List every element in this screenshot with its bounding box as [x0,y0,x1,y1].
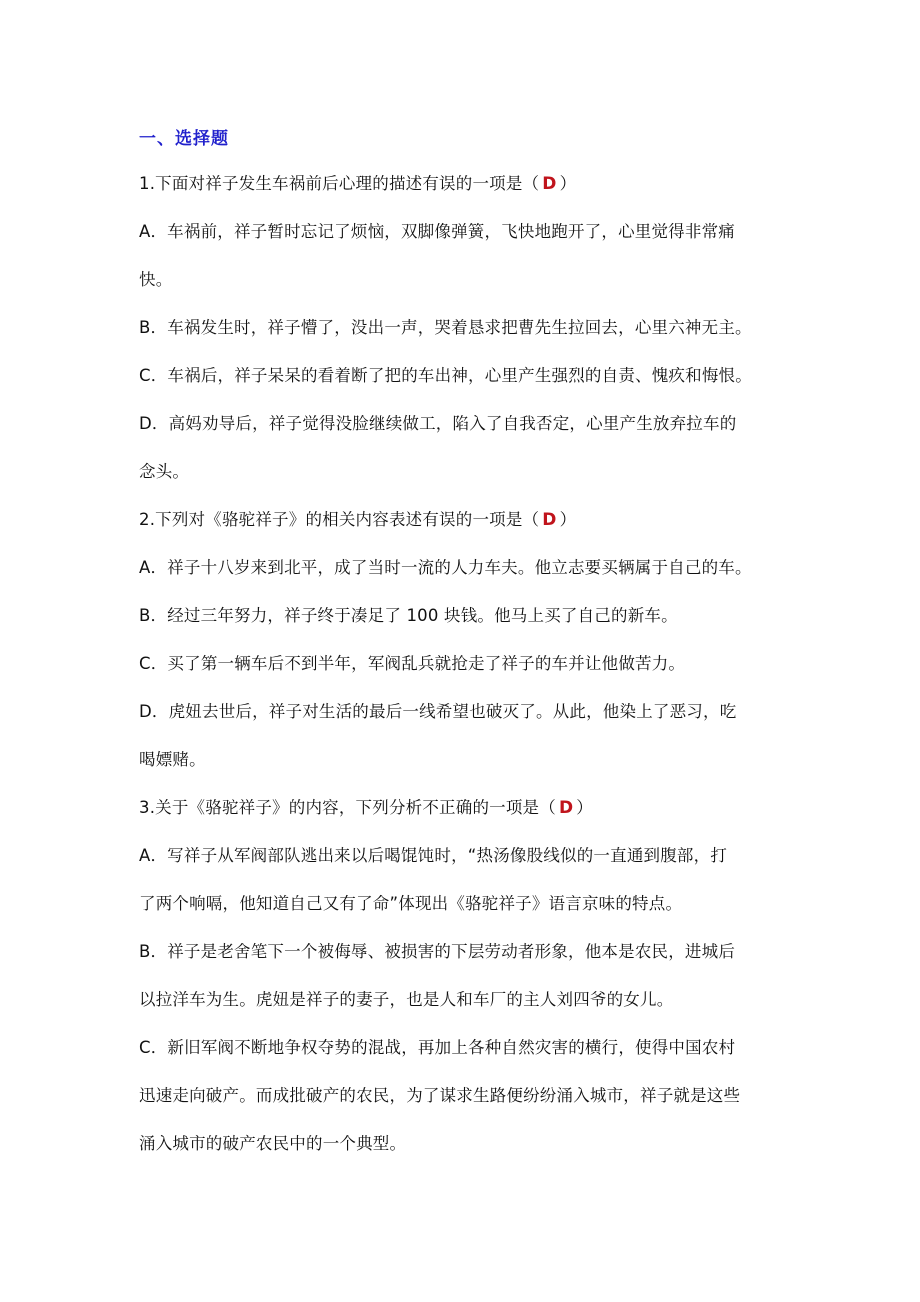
question-2-option-d-line-1: D．虎妞去世后，祥子对生活的最后一线希望也破灭了。从此，他染上了恶习，吃 [139,702,737,721]
question-1-option-d-line-2: 念头。 [139,462,190,481]
question-1-option-a-line-2: 快。 [139,270,173,289]
question-1-stem-text: 1.下面对祥子发生车祸前后心理的描述有误的一项是（ [139,174,540,193]
question-2-stem [139,508,799,532]
question-3-option-b-line-2: 以拉洋车为生。虎妞是祥子的妻子，也是人和车厂的主人刘四爷的女儿。 [139,990,674,1009]
question-1-option-b: B．车祸发生时，祥子懵了，没出一声，哭着恳求把曹先生拉回去，心里六神无主。 [139,318,752,337]
question-1-answer: D [542,174,557,194]
question-3-option-c-line-3: 涌入城市的破产农民中的一个典型。 [139,1134,407,1153]
question-2-option-a: A．祥子十八岁来到北平，成了当时一流的人力车夫。他立志要买辆属于自己的车。 [139,558,752,577]
question-3-answer: D [558,798,574,818]
question-3-option-a-line-2: 了两个响嗝，他知道自己又有了命”体现出《骆驼祥子》语言京味的特点。 [139,894,683,913]
question-1-option-d-line-1: D．高妈劝导后，祥子觉得没脸继续做工，陷入了自我否定，心里产生放弃拉车的 [139,414,737,433]
question-2-option-d-line-2: 喝嫖赌。 [139,750,206,769]
question-3-option-c-line-1: C．新旧军阀不断地争权夺势的混战，再加上各种自然灾害的横行，使得中国农村 [139,1038,736,1057]
question-2-answer: D [542,510,557,530]
question-1-option-c: C．车祸后，祥子呆呆的看着断了把的车出神，心里产生强烈的自责、愧疚和悔恨。 [139,366,752,385]
question-3-option-c-line-2: 迅速走向破产。而成批破产的农民，为了谋求生路便纷纷涌入城市，祥子就是这些 [139,1086,741,1105]
question-3-stem-text: 3.关于《骆驼祥子》的内容，下列分析不正确的一项是（ [139,798,556,817]
section-title: 一、选择题 [139,129,229,149]
question-3-stem [139,796,799,820]
question-3-stem-close: ） [576,798,593,817]
question-2-stem-close: ） [559,510,577,529]
question-1-stem-close: ） [559,174,577,193]
question-2-stem-text: 2.下列对《骆驼祥子》的相关内容表述有误的一项是（ [139,510,540,529]
question-2-option-c: C．买了第一辆车后不到半年，军阀乱兵就抢走了祥子的车并让他做苦力。 [139,654,686,673]
question-3-option-b-line-1: B．祥子是老舍笔下一个被侮辱、被损害的下层劳动者形象，他本是农民，进城后 [139,942,736,961]
question-2-option-b: B．经过三年努力，祥子终于凑足了 100 块钱。他马上买了自己的新车。 [139,606,678,625]
question-3-option-a-line-1: A．写祥子从军阀部队逃出来以后喝馄饨时，“热汤像股线似的一直通到腹部，打 [139,846,728,865]
question-1-stem [139,172,799,196]
question-1-option-a-line-1: A．车祸前，祥子暂时忘记了烦恼，双脚像弹簧，飞快地跑开了，心里觉得非常痛 [139,222,735,241]
